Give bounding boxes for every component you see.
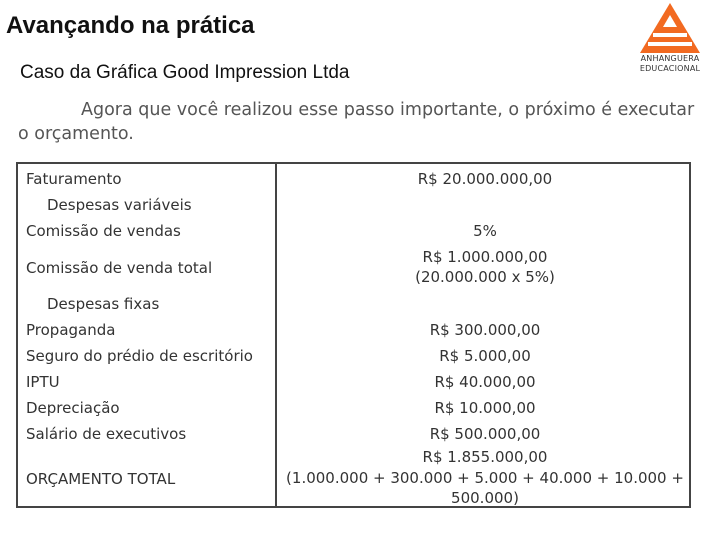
comissao-total-label: Comissão de venda total bbox=[26, 259, 213, 277]
faturamento-value: R$ 20.000.000,00 bbox=[417, 170, 553, 188]
despesas-variaveis-label: Despesas variáveis bbox=[47, 196, 192, 214]
orcamento-total-label: ORÇAMENTO TOTAL bbox=[26, 470, 176, 488]
column-divider bbox=[275, 164, 277, 506]
triangle-logo-icon bbox=[639, 2, 701, 54]
slide-title: Avançando na prática bbox=[6, 12, 255, 39]
iptu-label: IPTU bbox=[26, 373, 60, 391]
orcamento-total-value: R$ 1.855.000,00 bbox=[422, 448, 548, 466]
propaganda-value: R$ 300.000,00 bbox=[429, 321, 541, 339]
comissao-total-value: R$ 1.000.000,00 bbox=[422, 248, 548, 266]
slide-subtitle: Caso da Gráfica Good Impression Ltda bbox=[20, 62, 350, 83]
budget-table bbox=[16, 162, 691, 508]
comissao-vendas-label: Comissão de vendas bbox=[26, 222, 181, 240]
orcamento-total-detail: (1.000.000 + 300.000 + 5.000 + 40.000 + 10.000 + 500.000) bbox=[286, 469, 684, 507]
seguro-label: Seguro do prédio de escritório bbox=[26, 347, 253, 365]
logo-line1: ANHANGUERA bbox=[640, 54, 700, 63]
despesas-fixas-label: Despesas fixas bbox=[47, 295, 160, 313]
faturamento-label: Faturamento bbox=[26, 170, 122, 188]
logo-line2: EDUCACIONAL bbox=[639, 64, 701, 73]
intro-paragraph: Agora que você realizou esse passo importante, o próximo é executar o orçamento. bbox=[18, 100, 695, 144]
anhanguera-logo bbox=[633, 2, 707, 74]
propaganda-label: Propaganda bbox=[26, 321, 116, 339]
salario-value: R$ 500.000,00 bbox=[429, 425, 541, 443]
seguro-value: R$ 5.000,00 bbox=[439, 347, 531, 365]
salario-label: Salário de executivos bbox=[26, 425, 187, 443]
comissao-vendas-value: 5% bbox=[473, 222, 497, 240]
depreciacao-label: Depreciação bbox=[26, 399, 120, 417]
iptu-value: R$ 40.000,00 bbox=[434, 373, 536, 391]
depreciacao-value: R$ 10.000,00 bbox=[434, 399, 536, 417]
comissao-total-detail: (20.000.000 x 5%) bbox=[415, 268, 555, 286]
